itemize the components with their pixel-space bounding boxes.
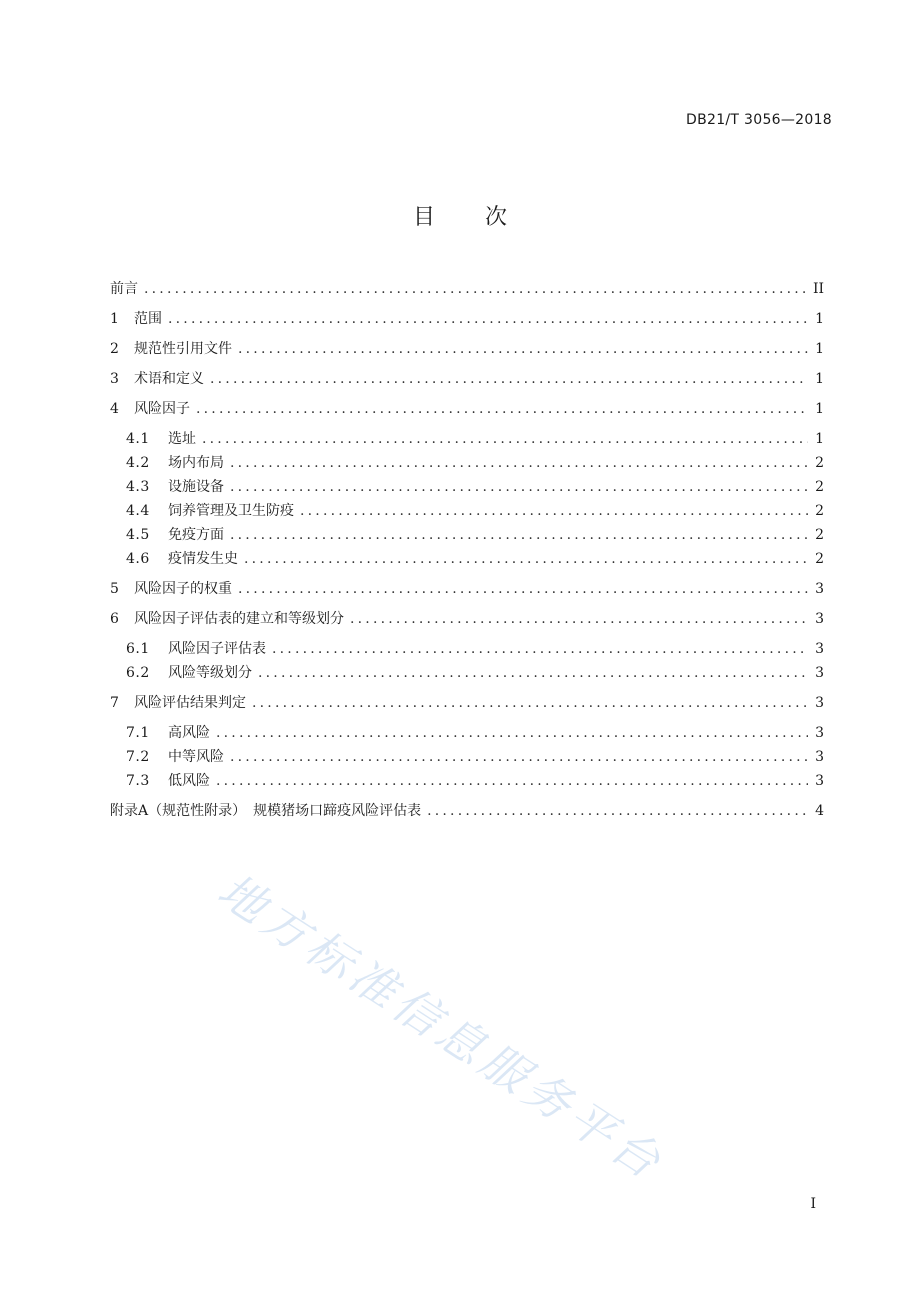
toc-page-number: 1 [815, 401, 824, 417]
toc-page-number: 1 [815, 311, 824, 327]
toc-entry-text: 风险评估结果判定 [134, 695, 246, 711]
toc-entry-number: 4.3 [126, 479, 150, 495]
toc-leader-dots [238, 338, 808, 360]
toc-entry-text: 风险因子 [134, 401, 190, 417]
toc-leader-dots [272, 638, 808, 660]
toc-entry-number: 2 [110, 341, 120, 357]
toc-entry-number: 4 [110, 401, 120, 417]
toc-entry-text: 中等风险 [168, 749, 224, 765]
toc-page-number: 3 [815, 695, 824, 711]
toc-entry-number: 6.1 [126, 641, 150, 657]
toc-leader-dots [230, 476, 808, 498]
toc-page-number: 3 [815, 725, 824, 741]
toc-entry-text: 风险等级划分 [168, 665, 252, 681]
toc-leader-dots [144, 278, 807, 300]
toc-entry-text: 低风险 [168, 773, 210, 789]
toc-entry-text: 高风险 [168, 725, 210, 741]
toc-entry-number: 4.4 [126, 503, 150, 519]
toc-page-number: II [812, 281, 824, 297]
toc-entry-6-1[interactable] [126, 638, 824, 660]
toc-entry-4-5[interactable] [126, 524, 824, 546]
toc-entry-number: 4.5 [126, 527, 150, 543]
toc-entry-7-3[interactable] [126, 770, 824, 792]
toc-entry-text: 规范性引用文件 [134, 341, 232, 357]
toc-entry-4-4[interactable] [126, 500, 824, 522]
toc-page-number: 2 [815, 551, 824, 567]
toc-leader-dots [252, 692, 808, 714]
toc-entry-text: 风险因子的权重 [134, 581, 232, 597]
toc-entry-number: 4.1 [126, 431, 150, 447]
toc-entry-text: 选址 [168, 431, 196, 447]
toc-leader-dots [427, 800, 808, 822]
toc-entry-7-2[interactable] [126, 746, 824, 768]
toc-entry-text: 风险因子评估表的建立和等级划分 [134, 611, 344, 627]
toc-page-number: 2 [815, 479, 824, 495]
toc-leader-dots [258, 662, 808, 684]
toc-page-number: 4 [815, 803, 824, 819]
toc-page-number: 1 [815, 431, 824, 447]
toc-entry-number: 1 [110, 311, 120, 327]
toc-page-number: 3 [815, 581, 824, 597]
toc-entry-6-2[interactable] [126, 662, 824, 684]
toc-entry-4-6[interactable] [126, 548, 824, 570]
toc-leader-dots [210, 368, 808, 390]
toc-entry-text: 风险因子评估表 [168, 641, 266, 657]
toc-entry-6[interactable] [110, 608, 824, 630]
toc-entry-number: 7 [110, 695, 120, 711]
footer-page-number: I [810, 1196, 816, 1212]
toc-entry-number: 6.2 [126, 665, 150, 681]
toc-leader-dots [216, 722, 808, 744]
toc-entry-text: 饲养管理及卫生防疫 [168, 503, 294, 519]
toc-entry-7-1[interactable] [126, 722, 824, 744]
document-code: DB21/T 3056—2018 [686, 112, 832, 128]
toc-page-number: 2 [815, 455, 824, 471]
toc-entry-text: 疫情发生史 [168, 551, 238, 567]
toc-entry-3[interactable] [110, 368, 824, 390]
toc-entry-4[interactable] [110, 398, 824, 420]
toc-leader-dots [230, 524, 808, 546]
toc-page-number: 2 [815, 503, 824, 519]
toc-page-number: 2 [815, 527, 824, 543]
toc-leader-dots [238, 578, 808, 600]
toc-entry-number: 4.2 [126, 455, 150, 471]
toc-entry-text: 免疫方面 [168, 527, 224, 543]
toc-entry-text: 设施设备 [168, 479, 224, 495]
toc-page-number: 3 [815, 749, 824, 765]
watermark: 地方标准信息服务平台 [208, 862, 675, 1192]
toc-entry-foreword[interactable] [110, 278, 824, 300]
toc-page-number: 3 [815, 611, 824, 627]
toc-leader-dots [216, 770, 808, 792]
toc-entry-number: 7.1 [126, 725, 150, 741]
toc-leader-dots [350, 608, 808, 630]
toc-leader-dots [230, 452, 808, 474]
toc-leader-dots [168, 308, 808, 330]
toc-page-number: 3 [815, 665, 824, 681]
toc-entry-4-2[interactable] [126, 452, 824, 474]
toc-leader-dots [202, 428, 808, 450]
toc-entry-number: 6 [110, 611, 120, 627]
toc-entry-5[interactable] [110, 578, 824, 600]
toc-title-char-2: 次 [485, 205, 508, 230]
toc-leader-dots [244, 548, 808, 570]
toc-title [0, 200, 920, 231]
toc-entry-appendix-a[interactable] [110, 800, 824, 822]
toc-entry-4-3[interactable] [126, 476, 824, 498]
toc-entry-number: 5 [110, 581, 120, 597]
toc-entry-number: 4.6 [126, 551, 150, 567]
toc-page-number: 3 [815, 773, 824, 789]
toc-entry-7[interactable] [110, 692, 824, 714]
toc-entry-4-1[interactable] [126, 428, 824, 450]
toc-page-number: 1 [815, 341, 824, 357]
toc-entry-number: 3 [110, 371, 120, 387]
toc-entry-1[interactable] [110, 308, 824, 330]
toc-entry-number: 7.3 [126, 773, 150, 789]
toc-entry-text: 术语和定义 [134, 371, 204, 387]
toc-leader-dots [230, 746, 808, 768]
toc-entry-number: 7.2 [126, 749, 150, 765]
toc-entry-text: 场内布局 [168, 455, 224, 471]
toc-entry-text: 前言 [110, 281, 138, 297]
toc-leader-dots [196, 398, 808, 420]
toc-leader-dots [300, 500, 808, 522]
toc-entry-2[interactable] [110, 338, 824, 360]
toc-entry-text: 范围 [134, 311, 162, 327]
toc-entry-text: 附录A（规范性附录） 规模猪场口蹄疫风险评估表 [110, 803, 422, 819]
toc-page-number: 1 [815, 371, 824, 387]
toc-page-number: 3 [815, 641, 824, 657]
toc-title-char-1: 目 [412, 205, 435, 230]
